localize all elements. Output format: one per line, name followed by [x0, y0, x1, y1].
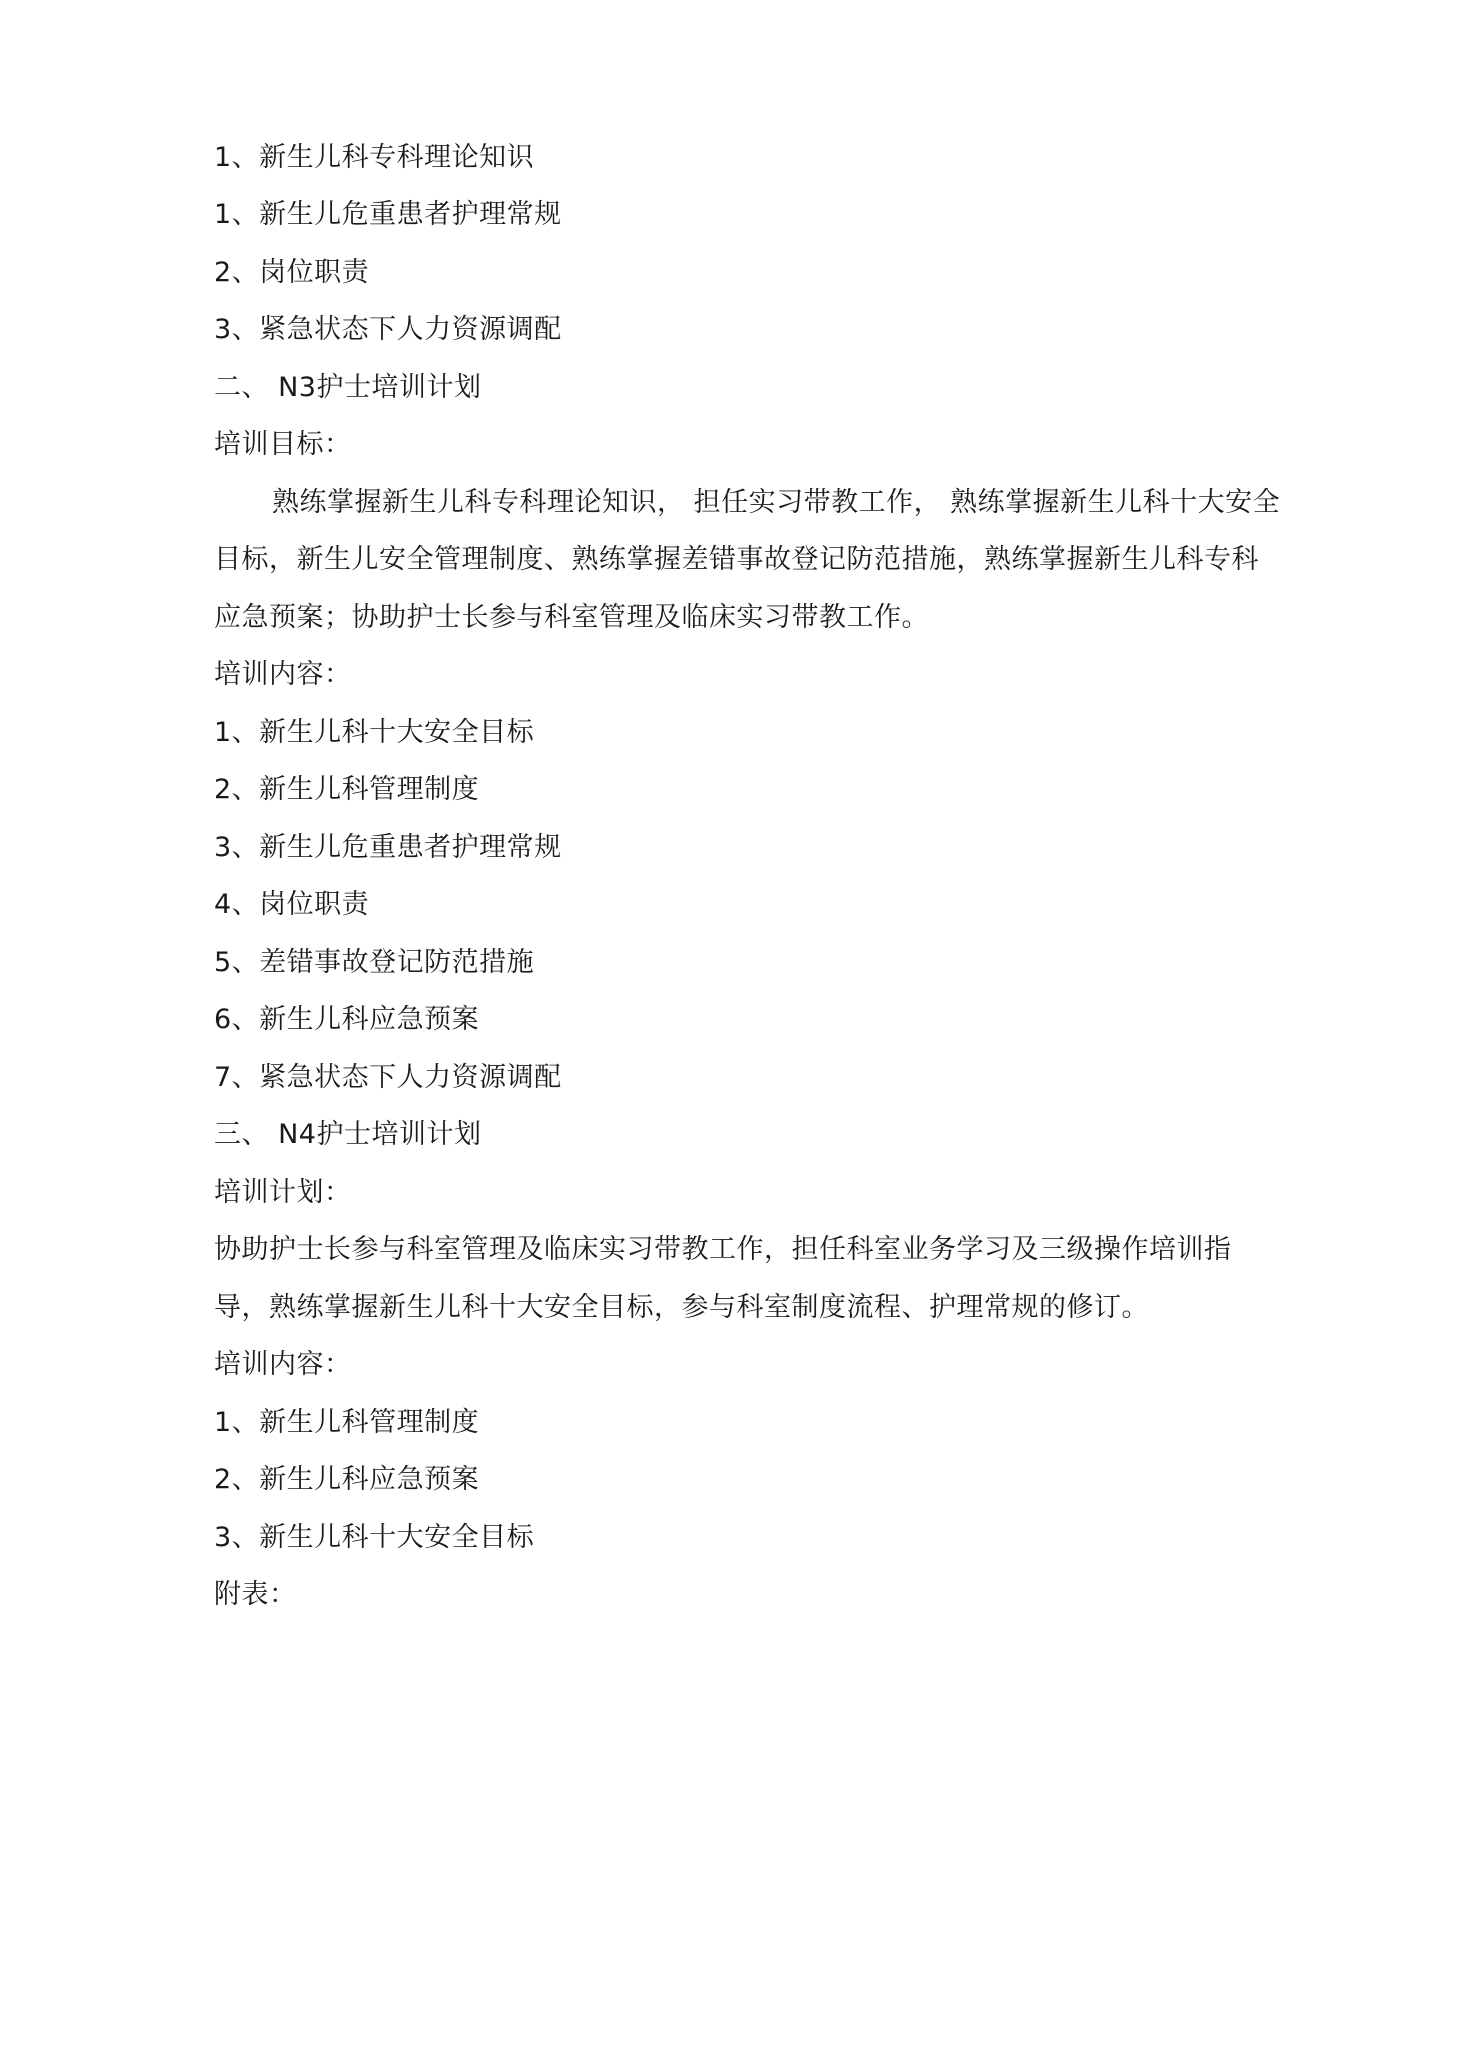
list-item: 1、新生儿科十大安全目标	[214, 717, 535, 748]
list-item: 2、岗位职责	[214, 257, 370, 288]
paragraph-line: 协助护士长参与科室管理及临床实习带教工作，担任科室业务学习及三级操作培训指	[214, 1234, 1232, 1265]
list-item: 4、岗位职责	[214, 889, 370, 920]
list-item: 3、新生儿危重患者护理常规	[214, 832, 562, 863]
list-item: 1、新生儿危重患者护理常规	[214, 199, 562, 230]
subheading: 培训内容：	[214, 1349, 352, 1380]
paragraph-line: 目标，新生儿安全管理制度、熟练掌握差错事故登记防范措施，熟练掌握新生儿科专科	[214, 544, 1259, 575]
subheading: 培训计划：	[214, 1177, 352, 1208]
paragraph-line: 熟练掌握新生儿科专科理论知识， 担任实习带教工作， 熟练掌握新生儿科十大安全	[272, 487, 1281, 518]
list-item: 3、新生儿科十大安全目标	[214, 1522, 535, 1553]
subheading: 培训内容：	[214, 659, 352, 690]
section-heading: 三、 N4护士培训计划	[214, 1119, 482, 1150]
list-item: 3、紧急状态下人力资源调配	[214, 314, 562, 345]
list-item: 1、新生儿科专科理论知识	[214, 142, 535, 173]
list-item: 6、新生儿科应急预案	[214, 1004, 480, 1035]
list-item: 2、新生儿科管理制度	[214, 774, 480, 805]
list-item: 2、新生儿科应急预案	[214, 1464, 480, 1495]
section-heading: 二、 N3护士培训计划	[214, 372, 482, 403]
subheading: 培训目标：	[214, 429, 352, 460]
list-item: 7、紧急状态下人力资源调配	[214, 1062, 562, 1093]
list-item: 1、新生儿科管理制度	[214, 1407, 480, 1438]
paragraph-line: 应急预案；协助护士长参与科室管理及临床实习带教工作。	[214, 602, 929, 633]
paragraph-line: 导，熟练掌握新生儿科十大安全目标，参与科室制度流程、护理常规的修订。	[214, 1292, 1149, 1323]
list-item: 5、差错事故登记防范措施	[214, 947, 535, 978]
appendix-label: 附表：	[214, 1579, 297, 1610]
